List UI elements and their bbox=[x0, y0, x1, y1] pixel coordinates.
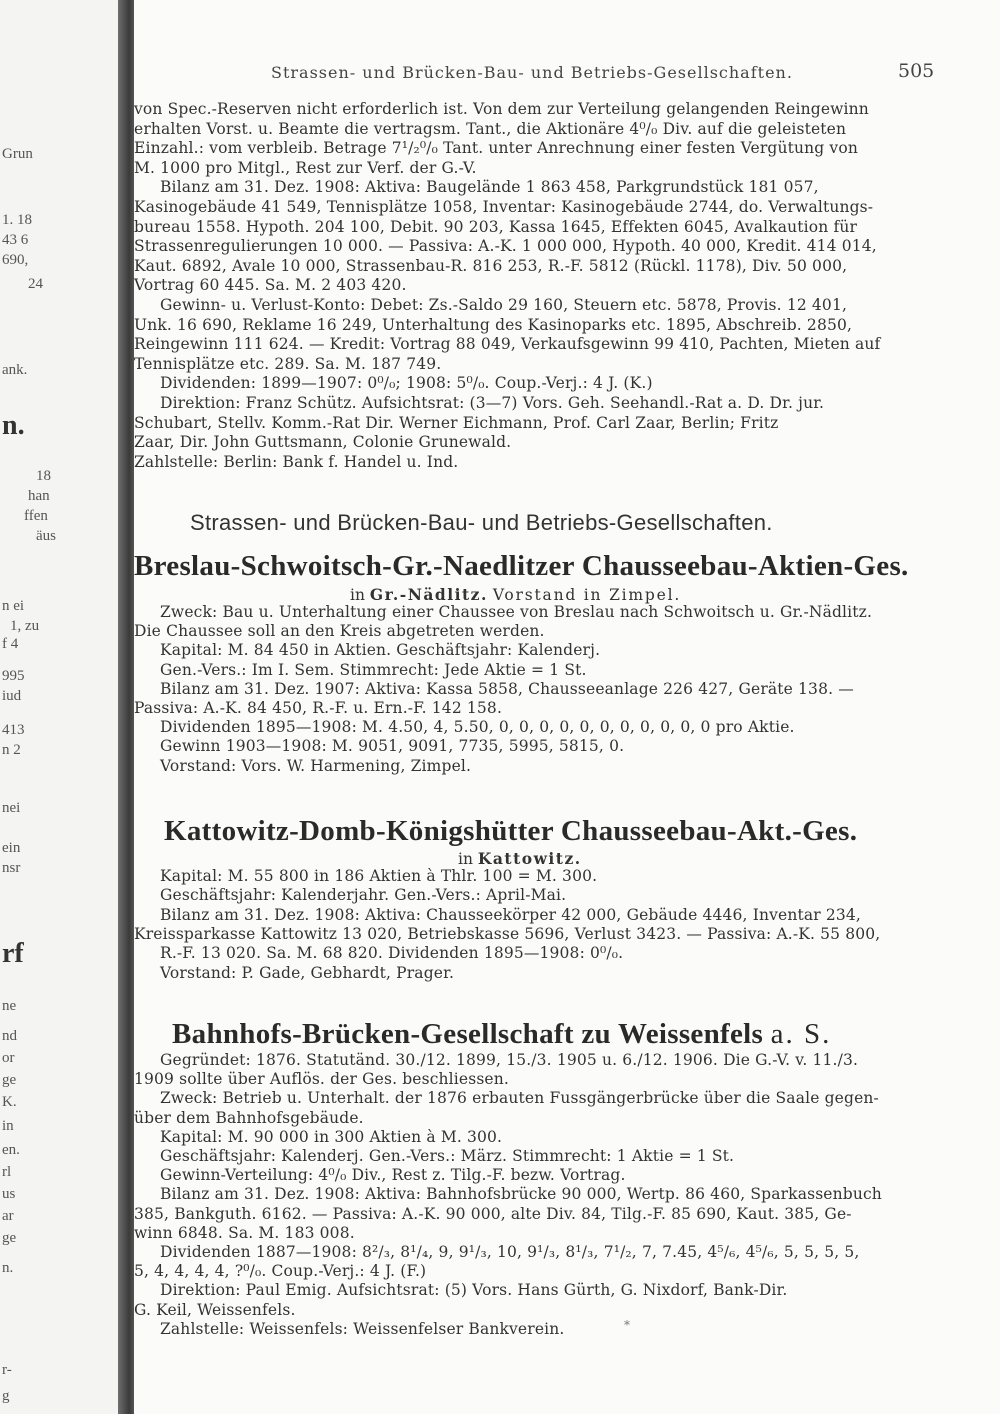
left-page-fragment: n. bbox=[2, 410, 25, 441]
location-prefix: in bbox=[458, 850, 473, 868]
text-line: Geschäftsjahr: Kalenderj. Gen.-Vers.: März. Stimmrecht: 1 Aktie = 1 St. bbox=[160, 1147, 735, 1165]
text-line: Reingewinn 111 624. — Kredit: Vortrag 88 049, Verkaufsgewinn 99 410, Pachten, Mieten auf bbox=[134, 335, 881, 354]
location-suffix: Vorstand in Zimpel. bbox=[492, 586, 682, 604]
text-line: Bilanz am 31. Dez. 1908: Aktiva: Bahnhofsbrücke 90 000, Wertp. 86 460, Sparkassenbuch bbox=[160, 1185, 882, 1204]
left-page-fragment: han bbox=[28, 488, 50, 504]
text-line: 385, Bankguth. 6162. — Passiva: A.-K. 90 000, alte Div. 84, Tilg.-F. 85 690, Kaut. 385, Ge- bbox=[134, 1204, 852, 1223]
text-line: Bilanz am 31. Dez. 1908: Aktiva: Baugelände 1 863 458, Parkgrundstück 181 057, bbox=[160, 178, 819, 197]
location-prefix: in bbox=[350, 586, 365, 604]
text-line: Gegründet: 1876. Statutänd. 30./12. 1899, 15./3. 1905 u. 6./12. 1906. Die G.-V. v. 11./3. bbox=[160, 1051, 859, 1069]
text-line: Unk. 16 690, Reklame 16 249, Unterhaltung des Kasinoparks etc. 1895, Abschreib. 2850, bbox=[134, 315, 853, 334]
company-title: Breslau-Schwoitsch-Gr.-Naedlitzer Chausseebau-Aktien-Ges. bbox=[134, 550, 909, 582]
left-page-fragment: n. bbox=[2, 1260, 14, 1276]
text-line: Schubart, Stellv. Komm.-Rat Dir. Werner Eichmann, Prof. Carl Zaar, Berlin; Fritz bbox=[134, 413, 779, 432]
text-line: Passiva: A.-K. 84 450, R.-F. u. Ern.-F. 142 158. bbox=[134, 699, 503, 717]
left-page-fragment: ge bbox=[2, 1230, 17, 1246]
company-title: Kattowitz-Domb-Königshütter Chausseebau-Akt.-Ges. bbox=[164, 815, 858, 847]
left-page-fragment: ank. bbox=[2, 362, 28, 378]
text-line: Bilanz am 31. Dez. 1907: Aktiva: Kassa 5858, Chausseeanlage 226 427, Geräte 138. — bbox=[160, 679, 854, 698]
left-page-fragment: nd bbox=[2, 1028, 17, 1044]
left-page-fragment: K. bbox=[2, 1094, 17, 1110]
text-line: Tennisplätze etc. 289. Sa. M. 187 749. bbox=[134, 354, 442, 373]
left-page-fragment: 1, zu bbox=[10, 618, 40, 634]
text-line: von Spec.-Reserven nicht erforderlich ist. Von dem zur Verteilung gelangenden Reingewinn bbox=[134, 100, 869, 118]
left-page-fragment: 18 bbox=[36, 468, 51, 484]
left-page-fragment: ar bbox=[2, 1208, 14, 1224]
text-line: Kapital: M. 90 000 in 300 Aktien à M. 300. bbox=[160, 1127, 503, 1146]
left-page-fragment: nei bbox=[2, 800, 21, 816]
left-page-fragment: ein bbox=[2, 840, 21, 856]
page-number: 505 bbox=[898, 60, 935, 82]
location-place: Kattowitz. bbox=[477, 849, 582, 868]
adjacent-page-edge bbox=[0, 0, 129, 1414]
text-line: Zweck: Bau u. Unterhaltung einer Chaussee von Breslau nach Schwoitsch u. Gr.-Nädlitz. bbox=[160, 603, 873, 621]
company-title-main: Bahnhofs-Brücken-Gesellschaft zu Weissenfels bbox=[172, 1018, 764, 1050]
text-line: Die Chaussee soll an den Kreis abgetreten werden. bbox=[134, 622, 545, 641]
text-line: Gewinn-Verteilung: 4⁰/₀ Div., Rest z. Tilg.-F. bezw. Vortrag. bbox=[160, 1166, 626, 1185]
left-page-fragment: f 4 bbox=[2, 636, 19, 652]
location-place: Gr.-Nädlitz. bbox=[369, 585, 488, 604]
left-page-fragment: in bbox=[2, 1118, 14, 1134]
text-line: Bilanz am 31. Dez. 1908: Aktiva: Chausseekörper 42 000, Gebäude 4446, Inventar 234, bbox=[160, 905, 861, 924]
text-line: Vortrag 60 445. Sa. M. 2 403 420. bbox=[134, 276, 407, 295]
company-location bbox=[350, 585, 681, 604]
text-line: Kapital: M. 84 450 in Aktien. Geschäftsjahr: Kalenderj. bbox=[160, 641, 601, 660]
footnote-mark: * bbox=[624, 1318, 630, 1332]
text-line: Gewinn 1903—1908: M. 9051, 9091, 7735, 5995, 5815, 0. bbox=[160, 737, 625, 756]
text-line: Zweck: Betrieb u. Unterhalt. der 1876 erbauten Fussgängerbrücke über die Saale gegen- bbox=[160, 1089, 879, 1108]
left-page-fragment: 690, bbox=[2, 252, 29, 268]
left-page-fragment: us bbox=[2, 1186, 16, 1202]
text-line: Kasinogebäude 41 549, Tennisplätze 1058, Inventar: Kasinogebäude 2744, do. Verwaltungs- bbox=[134, 198, 874, 216]
text-line: Dividenden 1895—1908: M. 4.50, 4, 5.50, 0, 0, 0, 0, 0, 0, 0, 0, 0, 0, 0 pro Aktie. bbox=[160, 718, 795, 737]
text-line: Zaar, Dir. John Guttsmann, Colonie Grunewald. bbox=[134, 433, 512, 452]
text-line: Gewinn- u. Verlust-Konto: Debet: Zs.-Saldo 29 160, Steuern etc. 5878, Provis. 12 401, bbox=[160, 296, 848, 314]
text-line: M. 1000 pro Mitgl., Rest zur Verf. der G.-V. bbox=[134, 158, 477, 177]
text-line: Vorstand: P. Gade, Gebhardt, Prager. bbox=[160, 963, 455, 982]
text-line: Zahlstelle: Berlin: Bank f. Handel u. Ind. bbox=[134, 452, 459, 471]
left-page-fragment: nsr bbox=[2, 860, 21, 876]
text-line: über dem Bahnhofsgebäude. bbox=[134, 1108, 364, 1127]
text-line: Kaut. 6892, Avale 10 000, Strassenbau-R. 816 253, R.-F. 5812 (Rückl. 1178), Div. 50 000, bbox=[134, 256, 848, 275]
text-line: Geschäftsjahr: Kalenderjahr. Gen.-Vers.: April-Mai. bbox=[160, 886, 567, 905]
text-line: Einzahl.: vom verbleib. Betrage 7¹/₂⁰/₀ Tant. unter Anrechnung einer festen Vergütung von bbox=[134, 139, 858, 158]
text-line: R.-F. 13 020. Sa. M. 68 820. Dividenden 1895—1908: 0⁰/₀. bbox=[160, 944, 624, 963]
left-page-fragment: 995 bbox=[2, 668, 25, 684]
left-page-fragment: 24 bbox=[28, 276, 43, 292]
company-title bbox=[172, 1018, 831, 1051]
left-page-fragment: 1. 18 bbox=[2, 212, 32, 228]
left-page-fragment: n 2 bbox=[2, 742, 21, 758]
left-page-fragment: rf bbox=[2, 938, 24, 969]
text-line: Vorstand: Vors. W. Harmening, Zimpel. bbox=[160, 756, 472, 775]
text-line: G. Keil, Weissenfels. bbox=[134, 1300, 296, 1319]
text-line: Direktion: Paul Emig. Aufsichtsrat: (5) Vors. Hans Gürth, G. Nixdorf, Bank-Dir. bbox=[160, 1281, 788, 1300]
left-page-fragment: 43 6 bbox=[2, 232, 29, 248]
text-line: winn 6848. Sa. M. 183 008. bbox=[134, 1223, 355, 1242]
left-page-fragment: äus bbox=[36, 528, 56, 544]
left-page-fragment: ge bbox=[2, 1072, 17, 1088]
section-heading: Strassen- und Brücken-Bau- und Betriebs-Gesellschaften. bbox=[190, 510, 773, 535]
text-line: bureau 1558. Hypoth. 204 100, Debit. 90 203, Kassa 1645, Effekten 6045, Avalkaution für bbox=[134, 217, 858, 236]
text-line: Dividenden: 1899—1907: 0⁰/₀; 1908: 5⁰/₀. Coup.-Verj.: 4 J. (K.) bbox=[160, 374, 653, 393]
text-line: 5, 4, 4, 4, 4, ?⁰/₀. Coup.-Verj.: 4 J. (F.) bbox=[134, 1262, 427, 1281]
left-page-fragment: Grun bbox=[2, 146, 33, 162]
text-line: Direktion: Franz Schütz. Aufsichtsrat: (3—7) Vors. Geh. Seehandl.-Rat a. D. Dr. jur. bbox=[160, 394, 825, 412]
text-line: 1909 sollte über Auflös. der Ges. beschliessen. bbox=[134, 1070, 509, 1089]
text-line: erhalten Vorst. u. Beamte die vertragsm. Tant., die Aktionäre 4⁰/₀ Div. auf die geleisteten bbox=[134, 119, 847, 138]
left-page-fragment: en. bbox=[2, 1142, 20, 1158]
text-line: Strassenregulierungen 10 000. — Passiva: A.-K. 1 000 000, Hypoth. 40 000, Kredit. 414 014, bbox=[134, 237, 877, 256]
text-line: Dividenden 1887—1908: 8²/₃, 8¹/₄, 9, 9¹/₃, 10, 9¹/₃, 8¹/₃, 7¹/₂, 7, 7.45, 4⁵/₆, 4⁵/₆, 5, 5, 5, 5, bbox=[160, 1243, 860, 1261]
left-page-fragment: rl bbox=[2, 1164, 12, 1180]
left-page-fragment: or bbox=[2, 1050, 15, 1066]
left-page-fragment: iud bbox=[2, 688, 22, 704]
left-page-fragment: ffen bbox=[24, 508, 48, 524]
text-line: Kapital: M. 55 800 in 186 Aktien à Thlr. 100 = M. 300. bbox=[160, 867, 598, 885]
text-line: Gen.-Vers.: Im I. Sem. Stimmrecht: Jede Aktie = 1 St. bbox=[160, 660, 587, 679]
document-page bbox=[134, 0, 1000, 1414]
left-page-fragment: 413 bbox=[2, 722, 25, 738]
company-title-suffix: a. S. bbox=[770, 1018, 832, 1050]
running-header: Strassen- und Brücken-Bau- und Betriebs-Gesellschaften. bbox=[271, 63, 793, 82]
company-location bbox=[458, 849, 582, 868]
left-page-fragment: n ei bbox=[2, 598, 25, 614]
left-page-fragment: r- bbox=[2, 1362, 12, 1378]
text-line: Zahlstelle: Weissenfels: Weissenfelser Bankverein. bbox=[160, 1319, 565, 1338]
text-line: Kreissparkasse Kattowitz 13 020, Betriebskasse 5696, Verlust 3423. — Passiva: A.-K. 55 800, bbox=[134, 924, 881, 943]
left-page-fragment: ne bbox=[2, 998, 17, 1014]
left-page-fragment: g bbox=[2, 1388, 10, 1404]
